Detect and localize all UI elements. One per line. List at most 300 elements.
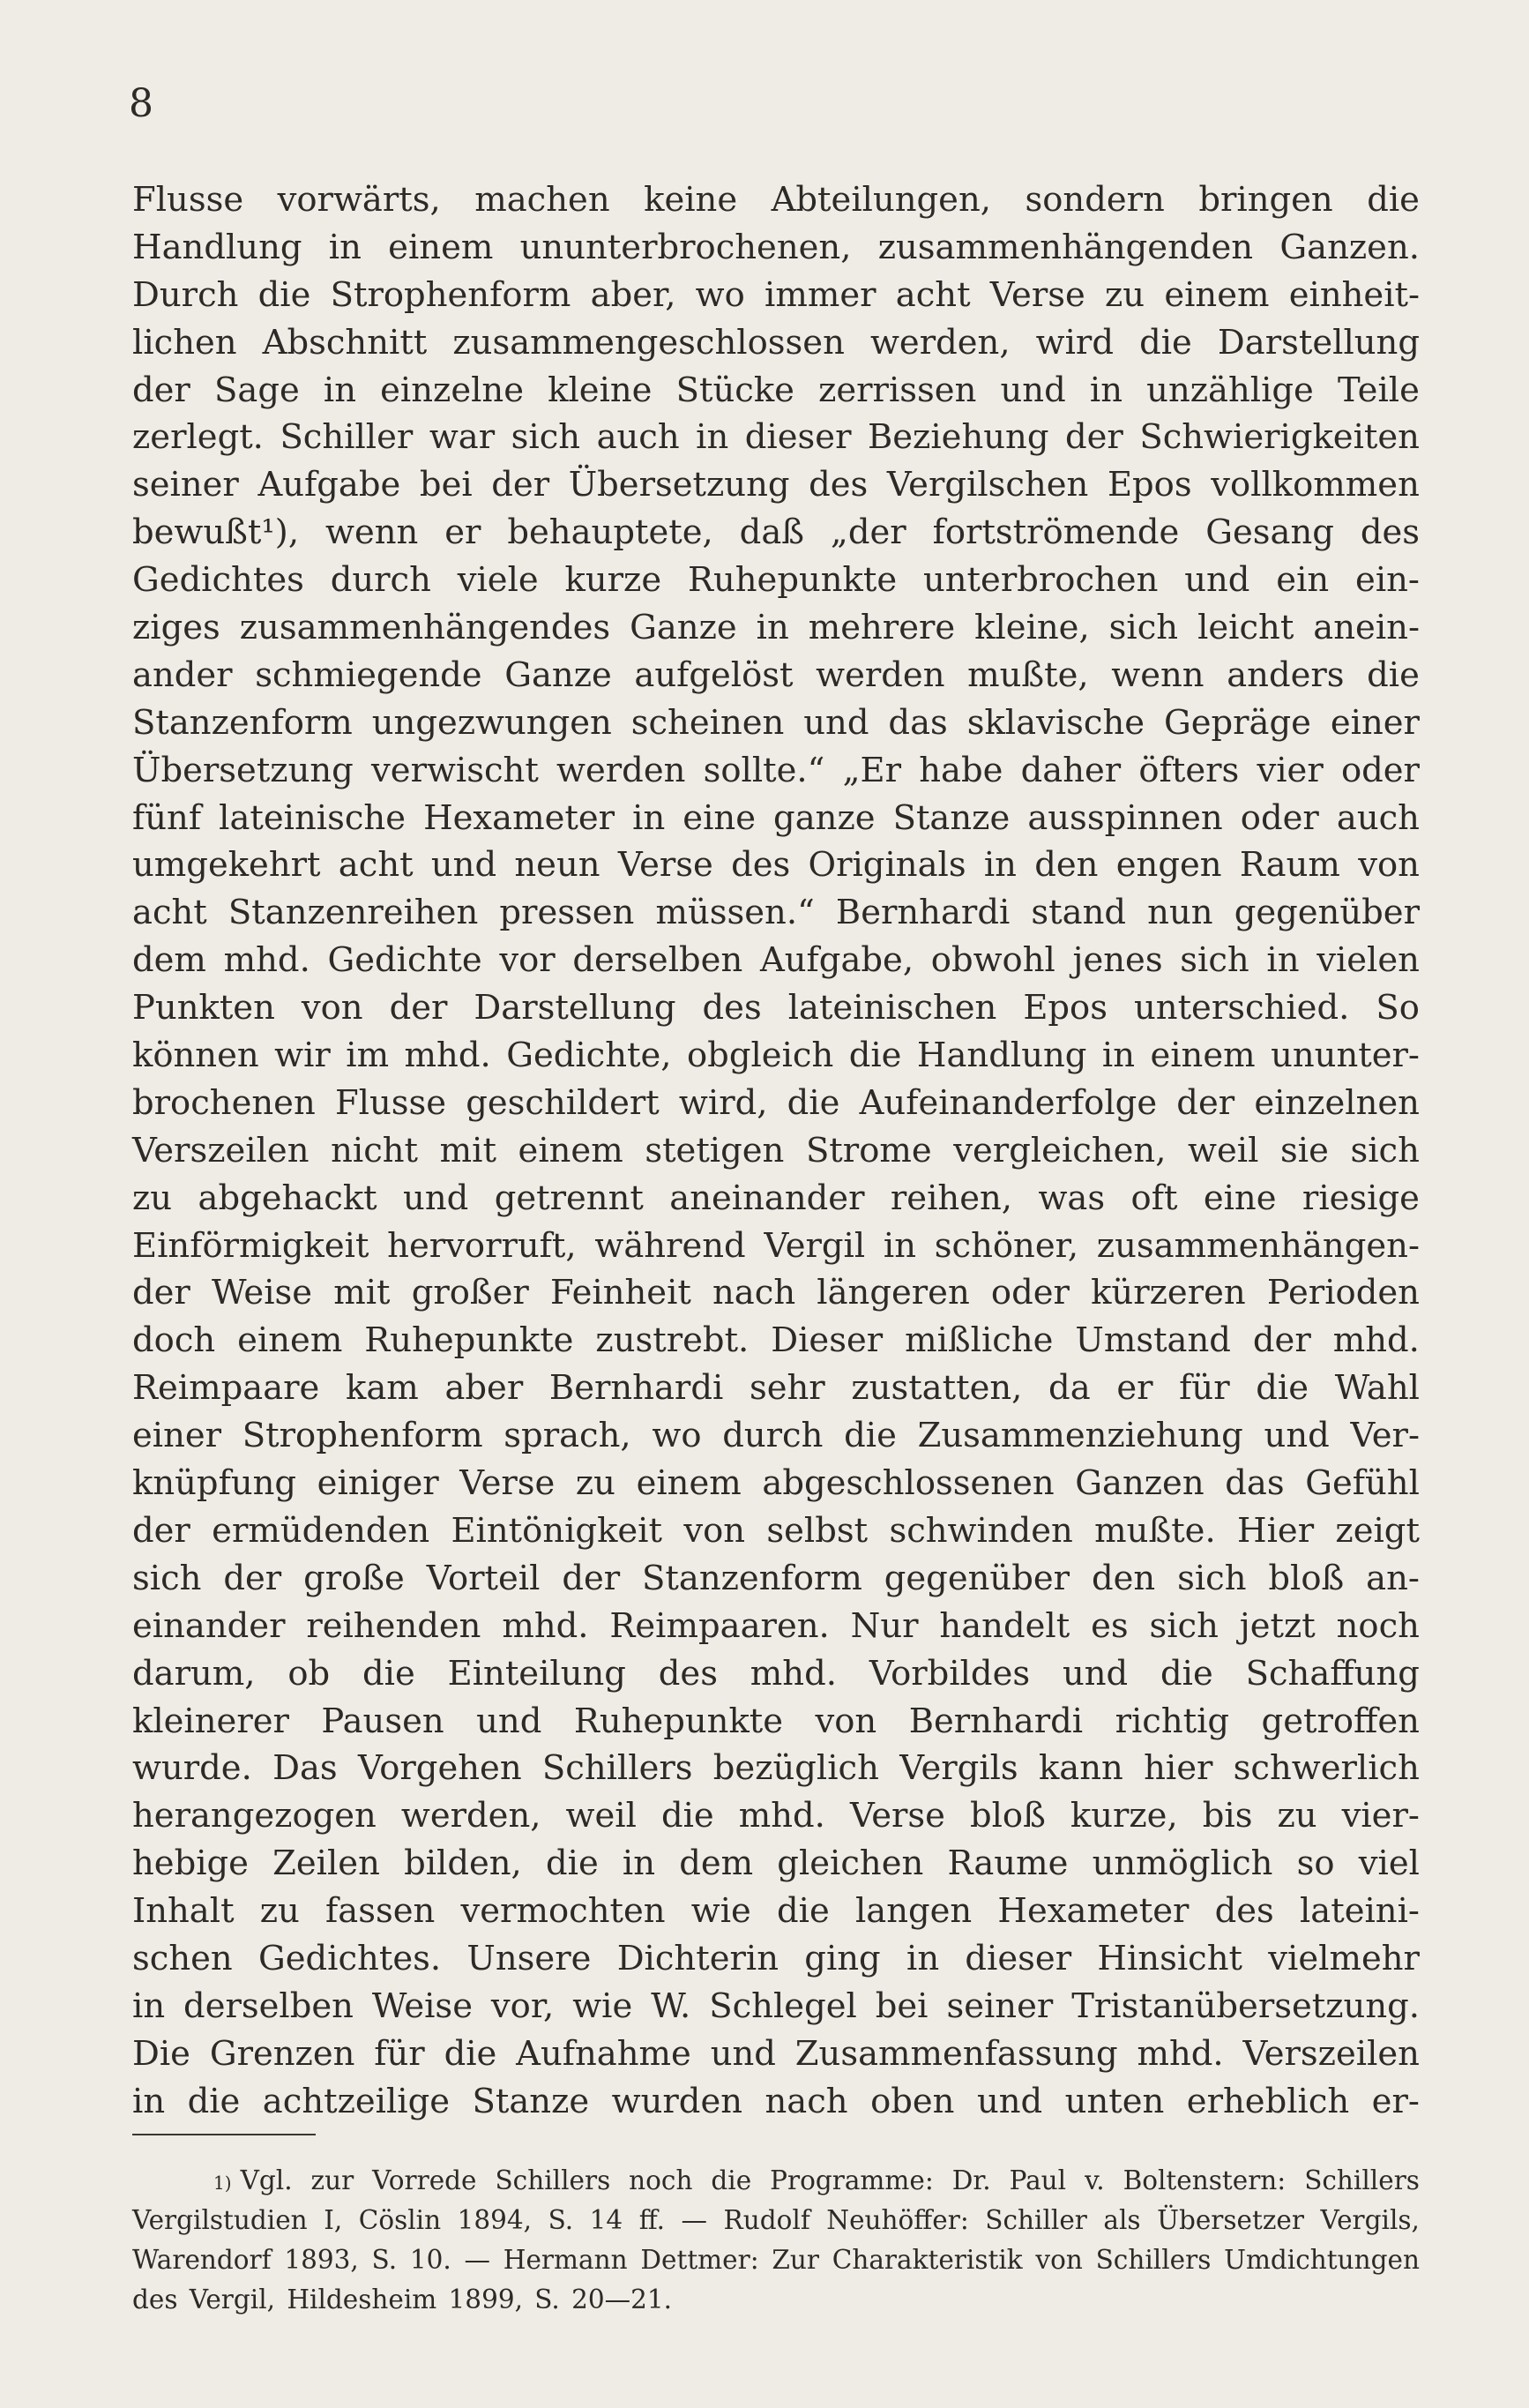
word: sich bbox=[1180, 940, 1249, 981]
word: die bbox=[187, 2081, 241, 2121]
word: daher bbox=[1020, 750, 1122, 790]
word: Vorrede bbox=[372, 2165, 477, 2195]
word: wird, bbox=[678, 1082, 768, 1123]
word: und bbox=[1062, 1653, 1129, 1694]
word: aber, bbox=[590, 274, 676, 315]
word: Bernhardi bbox=[835, 893, 1011, 933]
footnote-line bbox=[132, 2280, 1420, 2320]
word: ununterbrochenen, bbox=[519, 227, 852, 267]
word: Wahl bbox=[1334, 1368, 1420, 1409]
word: ganze bbox=[773, 797, 876, 838]
word: zusammenhängenden bbox=[877, 227, 1254, 267]
body-line bbox=[132, 509, 1420, 557]
word: Aufnahme bbox=[516, 2033, 691, 2074]
word: des bbox=[702, 988, 762, 1028]
word: da bbox=[1048, 1368, 1091, 1409]
word: die bbox=[1367, 654, 1420, 695]
word: in bbox=[906, 1938, 940, 1978]
body-line bbox=[132, 1175, 1420, 1223]
word: unterbrochen bbox=[922, 560, 1159, 601]
word: Stanzenreihen bbox=[227, 893, 479, 933]
word: schmiegende bbox=[255, 654, 482, 695]
word: er- bbox=[1371, 2081, 1420, 2121]
word: vier bbox=[1257, 750, 1324, 790]
body-line bbox=[132, 1698, 1420, 1746]
word: Flusse bbox=[334, 1082, 447, 1123]
word: mußte. bbox=[1094, 1510, 1216, 1551]
word: Neuhöffer: bbox=[826, 2205, 969, 2235]
word: vermochten bbox=[460, 1891, 666, 1932]
word: öfters bbox=[1138, 750, 1240, 790]
word: der bbox=[1176, 1082, 1235, 1123]
word: anders bbox=[1227, 654, 1345, 695]
word: noch bbox=[1336, 1605, 1420, 1646]
word: wird bbox=[1035, 322, 1114, 363]
word: langen bbox=[854, 1891, 973, 1932]
word: Zur bbox=[772, 2245, 820, 2275]
word: getroffen bbox=[1261, 1701, 1420, 1741]
word: in bbox=[622, 1843, 656, 1884]
word: Raume bbox=[947, 1843, 1069, 1884]
word: Epos bbox=[1023, 988, 1108, 1028]
word: Dieser bbox=[771, 1320, 884, 1361]
word: dem bbox=[132, 940, 206, 981]
word: Ganzen bbox=[1075, 1463, 1205, 1504]
word: Originals bbox=[808, 845, 966, 886]
body-line bbox=[132, 604, 1420, 652]
word: gegenüber bbox=[1234, 893, 1420, 933]
word: Darstellung bbox=[474, 988, 676, 1028]
word: Hexameter bbox=[997, 1891, 1190, 1932]
word: unterschied. bbox=[1133, 988, 1350, 1028]
body-line bbox=[132, 1317, 1420, 1365]
body-line bbox=[132, 2030, 1420, 2078]
word: die bbox=[444, 2033, 497, 2074]
word: kleine bbox=[548, 370, 653, 410]
word: im bbox=[346, 1036, 390, 1076]
word: wenn bbox=[324, 512, 419, 553]
word: Schaffung bbox=[1245, 1653, 1420, 1694]
word: des bbox=[809, 465, 869, 505]
word: wurden bbox=[611, 2081, 743, 2121]
word: Vergil, bbox=[189, 2285, 276, 2315]
word: Reimpaaren. bbox=[609, 1605, 830, 1646]
word: acht bbox=[132, 893, 207, 933]
word: er bbox=[444, 512, 481, 553]
word: vorwärts, bbox=[277, 180, 441, 220]
word: 10. bbox=[409, 2245, 451, 2275]
word: mhd. bbox=[750, 1653, 837, 1694]
word: oft bbox=[1130, 1178, 1178, 1218]
word: Strophenform bbox=[330, 274, 571, 315]
word: große bbox=[303, 1558, 405, 1598]
word: Das bbox=[272, 1748, 338, 1789]
word: Vorteil bbox=[426, 1558, 541, 1598]
word: Darstellung bbox=[1217, 322, 1420, 363]
word: scheinen bbox=[630, 702, 785, 743]
word: durch bbox=[330, 560, 431, 601]
word: Teile bbox=[1337, 370, 1420, 410]
word: Gedichtes bbox=[132, 560, 304, 601]
word: Stücke bbox=[675, 370, 794, 410]
body-line bbox=[132, 272, 1420, 319]
word: Schillers bbox=[1304, 2165, 1420, 2195]
word: jenes bbox=[1072, 940, 1163, 981]
word: das bbox=[888, 702, 948, 743]
word: acht bbox=[895, 274, 971, 315]
word: Ruhepunkte bbox=[364, 1320, 574, 1361]
word: Gefühl bbox=[1305, 1463, 1420, 1504]
word: zu bbox=[259, 1891, 300, 1932]
word: zusammengeschlossen bbox=[452, 322, 845, 363]
word: Ganze bbox=[504, 654, 612, 695]
word: Zusammenfassung bbox=[794, 2033, 1118, 2074]
word: „Er bbox=[842, 750, 902, 790]
word: Eintönigkeit bbox=[451, 1510, 662, 1551]
word: Vergil bbox=[764, 1225, 866, 1266]
word: mit bbox=[439, 1130, 496, 1170]
word: zustrebt. bbox=[595, 1320, 750, 1361]
word: Zusammenziehung bbox=[917, 1416, 1243, 1456]
word: des bbox=[731, 845, 791, 886]
word: weil bbox=[1188, 1130, 1259, 1170]
word: bewußt¹), bbox=[132, 512, 300, 553]
word: zu bbox=[575, 1463, 615, 1504]
word: einander bbox=[132, 1605, 286, 1646]
word: durch bbox=[722, 1416, 824, 1456]
word: sich bbox=[1350, 1130, 1420, 1170]
word: I, bbox=[324, 2205, 343, 2235]
word: des bbox=[132, 2285, 178, 2315]
word: Übersetzer bbox=[1157, 2205, 1304, 2235]
word: der bbox=[132, 1273, 190, 1313]
word: vollkommen bbox=[1211, 465, 1420, 505]
word: mißliche bbox=[905, 1320, 1054, 1361]
word: Vergilstudien bbox=[132, 2205, 308, 2235]
word: die bbox=[777, 1891, 830, 1932]
body-line bbox=[132, 2078, 1420, 2126]
word: herangezogen bbox=[132, 1796, 377, 1836]
word: Gedichte bbox=[327, 940, 482, 981]
word: dieser bbox=[965, 1938, 1072, 1978]
word: doch bbox=[132, 1320, 216, 1361]
word: die bbox=[844, 1416, 897, 1456]
footnote-line-text bbox=[241, 2161, 1420, 2201]
word: das bbox=[1225, 1463, 1285, 1504]
word: oder bbox=[1240, 797, 1319, 838]
word: in bbox=[132, 2081, 166, 2121]
word: Bernhardi bbox=[548, 1368, 724, 1409]
word: bloß bbox=[969, 1796, 1046, 1836]
word: S. bbox=[534, 2285, 560, 2315]
word: sollte.“ bbox=[703, 750, 825, 790]
word: einheit- bbox=[1288, 274, 1420, 315]
word: Vergils, bbox=[1320, 2205, 1420, 2235]
word: und bbox=[710, 2033, 776, 2074]
word: Weise bbox=[212, 1273, 313, 1313]
body-line bbox=[132, 1080, 1420, 1127]
word: mhd. bbox=[223, 940, 310, 981]
word: mhd. bbox=[1332, 1320, 1420, 1361]
word: Ruhepunkte bbox=[573, 1701, 784, 1741]
word: längeren bbox=[817, 1273, 970, 1313]
word: Schiller bbox=[985, 2205, 1087, 2235]
word: werden bbox=[816, 654, 945, 695]
body-line bbox=[132, 414, 1420, 461]
word: Vergilschen bbox=[886, 465, 1089, 505]
word: zusammenhängendes bbox=[239, 608, 611, 648]
word: sklavische bbox=[966, 702, 1145, 743]
word: vor bbox=[499, 940, 556, 981]
body-line bbox=[132, 1412, 1420, 1460]
word: Schillers bbox=[541, 1748, 693, 1789]
word: daß bbox=[739, 512, 804, 553]
word: Grenzen bbox=[209, 2033, 355, 2074]
body-text bbox=[132, 176, 1420, 2126]
word: der bbox=[223, 1558, 282, 1598]
word: schöner, bbox=[934, 1225, 1079, 1266]
word: reihenden bbox=[306, 1605, 481, 1646]
word: Handlung bbox=[132, 227, 302, 267]
word: lateini- bbox=[1299, 1891, 1420, 1932]
word: kleine, bbox=[974, 608, 1090, 648]
word: in bbox=[323, 370, 356, 410]
word: die bbox=[787, 1082, 840, 1123]
word: aneinander bbox=[669, 1178, 865, 1218]
word: in bbox=[328, 227, 362, 267]
word: von bbox=[815, 1701, 877, 1741]
word: auch bbox=[1336, 797, 1420, 838]
word: der bbox=[1252, 1320, 1311, 1361]
body-line bbox=[132, 984, 1420, 1032]
word: schen bbox=[132, 1938, 233, 1978]
word: dieser bbox=[744, 417, 852, 458]
word: Schillers bbox=[1095, 2245, 1212, 2275]
word: Vorgehen bbox=[357, 1748, 522, 1789]
word: behauptete, bbox=[507, 512, 713, 553]
word: Hier bbox=[1237, 1510, 1315, 1551]
word: unmöglich bbox=[1092, 1843, 1273, 1884]
word: kann bbox=[1038, 1748, 1123, 1789]
word: die bbox=[1367, 180, 1420, 220]
word: ob bbox=[287, 1653, 331, 1694]
word: So bbox=[1376, 988, 1420, 1028]
word: sich bbox=[1108, 608, 1179, 648]
word: so bbox=[1296, 1843, 1335, 1884]
word: unzählige bbox=[1146, 370, 1314, 410]
word: — bbox=[464, 2245, 490, 2275]
word: keine bbox=[644, 180, 738, 220]
word: Zeilen bbox=[272, 1843, 380, 1884]
word: engen bbox=[1115, 845, 1222, 886]
word: — bbox=[681, 2205, 708, 2235]
word: Stanze bbox=[892, 797, 1011, 838]
word: bloß bbox=[1268, 1558, 1345, 1598]
word: und bbox=[476, 1701, 542, 1741]
word: Stanzenform bbox=[132, 702, 353, 743]
word: den bbox=[1091, 1558, 1156, 1598]
body-line bbox=[132, 1650, 1420, 1698]
word: erheblich bbox=[1186, 2081, 1350, 2121]
word: sehr bbox=[749, 1368, 825, 1409]
body-line bbox=[132, 557, 1420, 604]
word: und bbox=[403, 1178, 469, 1218]
word: fünf bbox=[132, 797, 202, 838]
word: in bbox=[883, 1225, 917, 1266]
word: obwohl bbox=[930, 940, 1055, 981]
word: Ganzen. bbox=[1279, 227, 1420, 267]
word: mehrere bbox=[808, 608, 956, 648]
word: bezüglich bbox=[712, 1748, 879, 1789]
body-line bbox=[132, 1223, 1420, 1270]
word: S. bbox=[548, 2205, 574, 2235]
word: wenn bbox=[1111, 654, 1205, 695]
word: und bbox=[1184, 560, 1250, 601]
word: Einteilung bbox=[447, 1653, 626, 1694]
word: lateinischen bbox=[787, 988, 997, 1028]
word: Dichterin bbox=[616, 1938, 779, 1978]
word: schwerlich bbox=[1233, 1748, 1420, 1789]
word: Schlegel bbox=[709, 1985, 857, 2026]
word: kurze, bbox=[1070, 1796, 1178, 1836]
body-line bbox=[132, 461, 1420, 509]
body-line bbox=[132, 224, 1420, 272]
word: von bbox=[1035, 2245, 1083, 2275]
word: 1894, bbox=[457, 2205, 533, 2235]
word: in bbox=[132, 1985, 166, 2026]
word: lateinische bbox=[219, 797, 406, 838]
word: Tristanübersetzung. bbox=[1071, 1985, 1420, 2026]
word: die bbox=[362, 1653, 415, 1694]
word: vergleichen, bbox=[953, 1130, 1167, 1170]
word: der bbox=[1064, 417, 1123, 458]
body-line bbox=[132, 1032, 1420, 1080]
word: Verszeilen bbox=[132, 1130, 310, 1170]
word: ausspinnen bbox=[1027, 797, 1223, 838]
word: von bbox=[301, 988, 363, 1028]
word: zustatten, bbox=[851, 1368, 1023, 1409]
body-line bbox=[132, 1603, 1420, 1650]
word: Umdichtungen bbox=[1224, 2245, 1420, 2275]
word: aber bbox=[444, 1368, 524, 1409]
word: S. bbox=[371, 2245, 398, 2275]
word: „der bbox=[830, 512, 906, 553]
word: lichen bbox=[132, 322, 237, 363]
word: zur bbox=[310, 2165, 354, 2195]
page-number: 8 bbox=[129, 81, 153, 126]
word: Verszeilen bbox=[1242, 2033, 1420, 2074]
word: umgekehrt bbox=[132, 845, 321, 886]
word: wo bbox=[695, 274, 745, 315]
word: die bbox=[545, 1843, 599, 1884]
word: gegenüber bbox=[884, 1558, 1070, 1598]
word: Gepräge bbox=[1163, 702, 1311, 743]
word: zerrissen bbox=[818, 370, 977, 410]
word: handelt bbox=[939, 1605, 1070, 1646]
word: getrennt bbox=[494, 1178, 644, 1218]
word: einer bbox=[1330, 702, 1420, 743]
word: vier- bbox=[1341, 1796, 1420, 1836]
word: obgleich bbox=[687, 1036, 834, 1076]
word: zeigt bbox=[1335, 1510, 1420, 1551]
word: leicht bbox=[1197, 608, 1294, 648]
word: vielen bbox=[1316, 940, 1420, 981]
word: Cöslin bbox=[358, 2205, 442, 2235]
word: Strome bbox=[805, 1130, 932, 1170]
word: bis bbox=[1202, 1796, 1253, 1836]
word: einiger bbox=[317, 1463, 439, 1504]
word: Ver- bbox=[1350, 1416, 1420, 1456]
word: darum, bbox=[132, 1653, 256, 1694]
word: bilden, bbox=[404, 1843, 522, 1884]
word: war bbox=[429, 417, 496, 458]
word: zerlegt. bbox=[132, 417, 264, 458]
word: abgehackt bbox=[198, 1178, 377, 1218]
word: oder bbox=[1340, 750, 1420, 790]
word: mhd. bbox=[738, 1796, 825, 1836]
word: machen bbox=[474, 180, 610, 220]
word: weil bbox=[565, 1796, 637, 1836]
word: Flusse bbox=[132, 180, 244, 220]
word: 1893, bbox=[284, 2245, 359, 2275]
word: kleinerer bbox=[132, 1701, 289, 1741]
word: Perioden bbox=[1266, 1273, 1420, 1313]
word: einem bbox=[1164, 274, 1270, 315]
word: Feinheit bbox=[549, 1273, 691, 1313]
body-line bbox=[132, 937, 1420, 984]
word: Nur bbox=[850, 1605, 919, 1646]
word: Programme: bbox=[770, 2165, 934, 2195]
word: 1899, bbox=[448, 2285, 523, 2315]
word: und bbox=[1264, 1416, 1330, 1456]
word: W. bbox=[651, 1985, 691, 2026]
word: Vorbildes bbox=[869, 1653, 1031, 1694]
word: mhd. bbox=[1137, 2033, 1224, 2074]
word: Übersetzung bbox=[568, 465, 790, 505]
word: Übersetzung bbox=[132, 750, 354, 790]
word: die bbox=[848, 1036, 902, 1076]
word: sich bbox=[511, 417, 581, 458]
word: mhd. bbox=[502, 1605, 589, 1646]
word: des bbox=[658, 1653, 718, 1694]
word: Schillers bbox=[495, 2165, 611, 2195]
word: zusammenhängen- bbox=[1096, 1225, 1420, 1266]
word: Hexameter bbox=[423, 797, 615, 838]
word: fortströmende bbox=[932, 512, 1180, 553]
word: Die bbox=[132, 2033, 190, 2074]
word: Ruhepunkte bbox=[687, 560, 898, 601]
word: Ganze bbox=[630, 608, 737, 648]
word: Einförmigkeit bbox=[132, 1225, 369, 1266]
word: reihen, bbox=[890, 1178, 1013, 1218]
word: des bbox=[1360, 512, 1420, 553]
word: die bbox=[257, 274, 311, 315]
word: Pausen bbox=[321, 1701, 444, 1741]
word: oben bbox=[870, 2081, 955, 2121]
word: mhd. bbox=[404, 1036, 491, 1076]
word: der bbox=[132, 370, 190, 410]
word: für bbox=[374, 2033, 425, 2074]
word: werden, bbox=[869, 322, 1011, 363]
word: Sage bbox=[213, 370, 300, 410]
word: derselben bbox=[572, 940, 743, 981]
word: richtig bbox=[1115, 1701, 1230, 1741]
word: einem bbox=[1150, 1036, 1256, 1076]
word: hier bbox=[1144, 1748, 1213, 1789]
word: viele bbox=[457, 560, 539, 601]
word: eine bbox=[682, 797, 756, 838]
word: der bbox=[562, 1558, 621, 1598]
